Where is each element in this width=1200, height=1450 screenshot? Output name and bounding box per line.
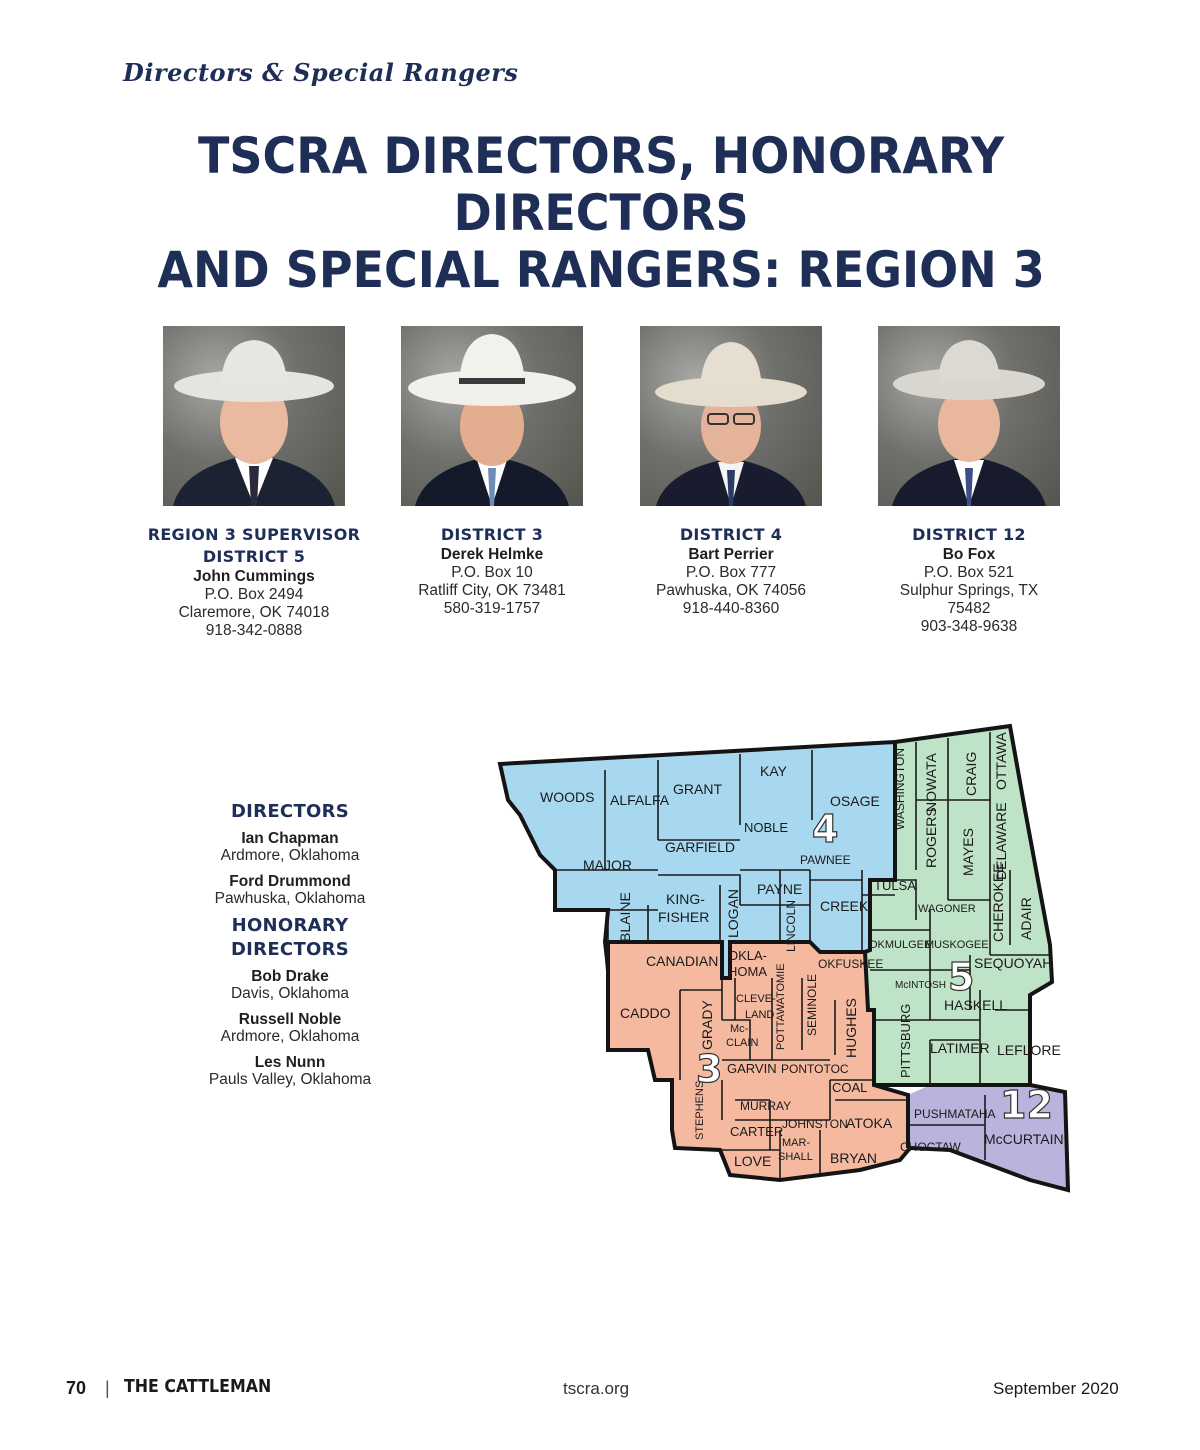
county-label: WAGONER (918, 903, 976, 915)
district-label: DISTRICT 4 (679, 525, 783, 544)
county-label: MAR- (782, 1137, 811, 1149)
portrait-photo (640, 326, 822, 506)
honorary-director-location: Ardmore, Oklahoma (220, 1028, 360, 1045)
county-label: LATIMER (930, 1040, 990, 1056)
county-label: CLAIN (726, 1037, 759, 1049)
county-label: KAY (760, 763, 787, 779)
county-label: MURRAY (740, 1099, 792, 1113)
person-city: Claremore, OK 74018 (178, 604, 330, 621)
county-label: CLEVE- (736, 993, 776, 1005)
county-label: OSAGE (830, 793, 880, 809)
person-city-2: 75482 (947, 600, 991, 617)
county-label: WOODS (540, 789, 595, 805)
footer-page-number: 70 (66, 1378, 87, 1398)
honorary-director-location: Pauls Valley, Oklahoma (208, 1071, 372, 1088)
county-label: HOMA (728, 964, 767, 979)
county-label: SEQUOYAH (974, 955, 1053, 971)
footer-separator: | (105, 1378, 110, 1398)
county-label: LOGAN (725, 888, 741, 938)
county-label: CREEK (820, 898, 869, 914)
district-number: 4 (812, 807, 839, 851)
county-label: OTTAWA (993, 732, 1009, 790)
county-label: BLAINE (617, 892, 633, 942)
person-card-4 (849, 326, 1089, 636)
person-address: P.O. Box 2494 (204, 586, 304, 603)
person-card-2 (372, 326, 612, 618)
county-label: CHEROKEE (990, 863, 1006, 942)
county-label: MAYES (960, 828, 976, 876)
portrait-illustration (878, 326, 1060, 506)
county-label: CHOCTAW (900, 1140, 961, 1154)
county-label: McCURTAIN (984, 1131, 1064, 1147)
district-label: DISTRICT 3 (440, 525, 544, 544)
county-label: OKFUSKEE (818, 957, 884, 971)
person-name: John Cummings (193, 568, 315, 585)
person-card-1 (134, 326, 374, 640)
county-label: POTTAWATOMIE (775, 963, 787, 1050)
portrait-illustration (163, 326, 345, 506)
person-name: Derek Helmke (440, 546, 544, 563)
person-address: P.O. Box 10 (451, 564, 533, 581)
county-label: FISHER (658, 909, 710, 925)
portrait-illustration (640, 326, 822, 506)
county-label: BRYAN (830, 1150, 877, 1166)
footer-magazine-name: THE CATTLEMAN (124, 1376, 272, 1397)
director-entry (170, 873, 410, 908)
district-number: 3 (696, 1047, 723, 1091)
county-label: NOWATA (923, 753, 939, 812)
district-label: DISTRICT 12 (912, 525, 1026, 544)
footer-date: September 2020 (993, 1379, 1119, 1398)
person-address: P.O. Box 777 (685, 564, 777, 581)
person-city: Pawhuska, OK 74056 (656, 582, 806, 599)
portrait-photo (878, 326, 1060, 506)
director-name: Ford Drummond (229, 873, 351, 890)
portrait-photo (401, 326, 583, 506)
honorary-director-name: Les Nunn (254, 1054, 326, 1071)
county-label: PAYNE (757, 881, 803, 897)
director-entry (170, 830, 410, 865)
portrait-illustration (401, 326, 583, 506)
directors-block (170, 800, 410, 1097)
county-label: CADDO (620, 1005, 671, 1021)
person-phone: 918-440-8360 (682, 600, 780, 617)
county-label: HUGHES (843, 998, 859, 1058)
section-label: Directors & Special Rangers (123, 58, 519, 87)
county-label: PONTOTOC (781, 1062, 849, 1076)
honorary-director-entry (170, 968, 410, 1003)
county-label: DELAWARE (993, 802, 1009, 880)
director-location: Pawhuska, Oklahoma (214, 890, 366, 907)
county-label: OKMULGEE (869, 939, 932, 951)
county-label: COAL (832, 1080, 868, 1095)
county-label: LOVE (734, 1153, 772, 1169)
county-label: CARTER (730, 1124, 784, 1139)
county-label: JOHNSTON (782, 1117, 848, 1131)
honorary-director-entry (170, 1011, 410, 1046)
honorary-directors-heading: HONORARY DIRECTORS (230, 915, 350, 960)
county-label: GRADY (699, 1000, 715, 1050)
oklahoma-district-map (490, 720, 1080, 1200)
person-address: P.O. Box 521 (923, 564, 1015, 581)
county-label: LINCOLN (784, 899, 798, 952)
county-label: LEFLORE (997, 1042, 1061, 1058)
director-name: Ian Chapman (241, 830, 339, 847)
county-label: MAJOR (583, 857, 632, 873)
title-line-1: TSCRA DIRECTORS, HONORARY DIRECTORS (198, 127, 1005, 242)
person-name: Bart Perrier (688, 546, 774, 563)
county-label: LAND (745, 1009, 775, 1021)
district-label: REGION 3 SUPERVISOR (147, 525, 361, 544)
county-label: CRAIG (963, 751, 979, 796)
county-label: ROGERS (923, 807, 939, 868)
honorary-director-name: Bob Drake (251, 968, 329, 985)
county-label: PUSHMATAHA (914, 1107, 996, 1121)
district-number: 5 (948, 955, 975, 999)
county-label: PITTSBURG (898, 1003, 913, 1078)
honorary-director-entry (170, 1054, 410, 1089)
county-label: GARFIELD (665, 839, 736, 855)
person-card-3 (611, 326, 851, 618)
county-label: Mc- (730, 1023, 749, 1035)
county-label: CANADIAN (646, 953, 719, 969)
person-phone: 903-348-9638 (920, 618, 1018, 635)
county-label: GARVIN (727, 1061, 777, 1076)
county-label: ATOKA (846, 1115, 893, 1131)
county-label: WASHINGTON (893, 747, 907, 830)
person-phone: 918-342-0888 (205, 622, 303, 639)
honorary-director-name: Russell Noble (238, 1011, 342, 1028)
county-label: PAWNEE (800, 853, 851, 867)
page-title (49, 128, 1153, 299)
county-label: NOBLE (744, 820, 789, 835)
district-label-2: DISTRICT 5 (202, 547, 306, 566)
footer-url-link[interactable]: tscra.org (563, 1379, 630, 1398)
title-line-2: AND SPECIAL RANGERS: REGION 3 (157, 241, 1045, 299)
county-label: TULSA (874, 878, 916, 893)
person-name: Bo Fox (942, 546, 996, 563)
county-label: MUSKOGEE (925, 939, 989, 951)
honorary-director-location: Davis, Oklahoma (230, 985, 349, 1002)
portrait-photo (163, 326, 345, 506)
county-label: SEMINOLE (805, 973, 819, 1036)
county-label: GRANT (673, 781, 722, 797)
director-location: Ardmore, Oklahoma (220, 847, 360, 864)
county-label: OKLA- (728, 948, 768, 963)
county-label: McINTOSH (895, 980, 946, 991)
district-number: 12 (1000, 1083, 1053, 1127)
county-label: ALFALFA (610, 792, 670, 808)
person-city: Ratliff City, OK 73481 (418, 582, 566, 599)
person-city: Sulphur Springs, TX (899, 582, 1039, 599)
county-label: HASKELL (944, 997, 1008, 1013)
person-phone: 580-319-1757 (443, 600, 541, 617)
county-label: ADAIR (1018, 897, 1034, 940)
county-label: STEPHENS (694, 1080, 706, 1140)
directors-heading: DIRECTORS (230, 801, 350, 822)
county-label: KING- (666, 891, 705, 907)
county-label: SHALL (778, 1151, 813, 1163)
